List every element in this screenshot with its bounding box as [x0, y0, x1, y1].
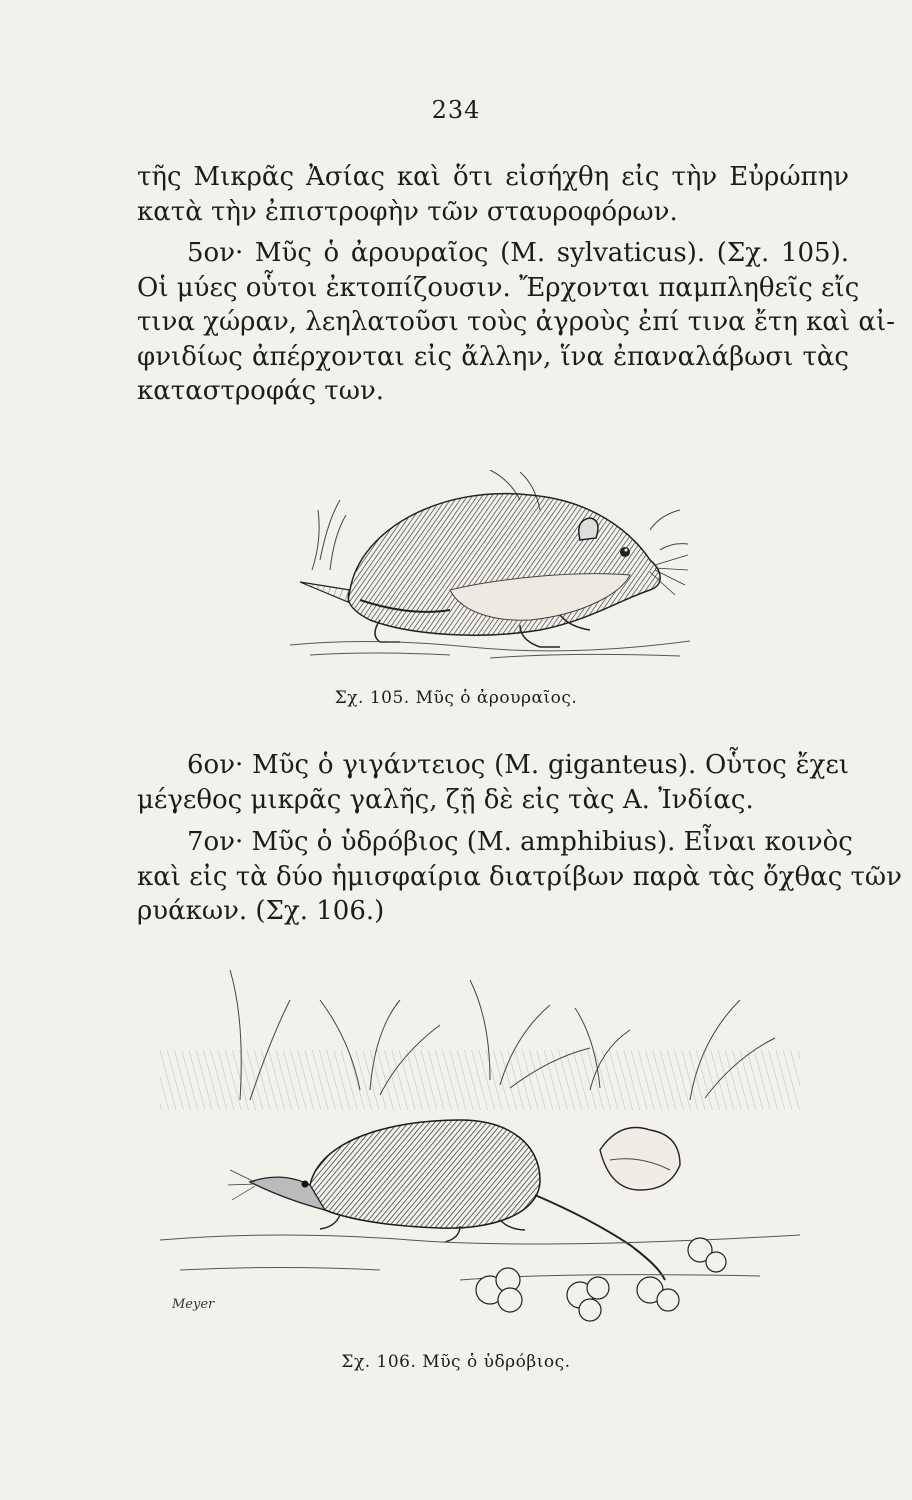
text-line: καταστροφάς των. — [137, 376, 385, 406]
figure-106-caption: Σχ. 106. Μῦς ὁ ὑδρόβιος. — [341, 1352, 571, 1372]
engraver-signature: Meyer — [172, 1297, 215, 1312]
text-line: τινα χώραν, λεηλατοῦσι τοὺς ἀγροὺς ἐπί τινα ἔτη καὶ αἰ- — [137, 307, 895, 337]
text-line: Οἱ μύες οὗτοι ἐκτοπίζουσιν. Ἔρχονται παμπληθεῖς εἴς — [137, 272, 860, 303]
text-line: φνιδίως ἀπέρχονται εἰς ἄλλην, ἵνα ἐπαναλάβωσι τὰς — [137, 341, 849, 372]
page-number: 234 — [431, 96, 481, 124]
text-line: μέγεθος μικρᾶς γαλῆς, ζῇ δὲ εἰς τὰς Α. Ἰνδίας. — [137, 784, 754, 815]
figure-106-water-mouse-illustration — [160, 970, 800, 1340]
text-line: 5ον· Μῦς ὁ ἀρουραῖος (M. sylvaticus). (Σχ. 105). — [187, 238, 849, 268]
figure-105-field-mouse-illustration — [290, 470, 690, 670]
text-line: 7ον· Μῦς ὁ ὑδρόβιος (M. amphibius). Εἶναι κοινὸς — [187, 827, 853, 857]
text-line: τῆς Μικρᾶς Ἀσίας καὶ ὅτι εἰσήχθη εἰς τὴν Εὐρώπην — [137, 162, 849, 192]
text-line: 6ον· Μῦς ὁ γιγάντειος (M. giganteus). Οὗτος ἔχει — [187, 750, 849, 780]
paragraph-giganteus — [137, 748, 849, 817]
paragraph-sylvaticus — [137, 236, 895, 409]
text-line: ρυάκων. (Σχ. 106.) — [137, 896, 385, 926]
text-line: κατὰ τὴν ἐπιστροφὴν τῶν σταυροφόρων. — [137, 196, 678, 227]
figure-105-caption: Σχ. 105. Μῦς ὁ ἀρουραῖος. — [334, 688, 578, 708]
paragraph-intro — [137, 160, 849, 229]
paragraph-amphibius — [137, 825, 902, 929]
text-line: καὶ εἰς τὰ δύο ἡμισφαίρια διατρίβων παρὰ τὰς ὄχθας τῶν — [137, 861, 902, 892]
